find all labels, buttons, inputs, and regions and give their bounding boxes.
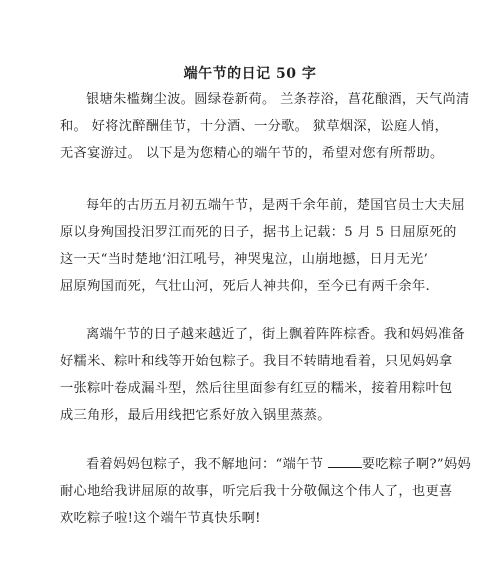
- paragraph-line: 原以身殉国投汨罗江而死的日子，据书上记载：5 月 5 日屈原死的: [60, 225, 457, 240]
- paragraph-1: [60, 86, 470, 167]
- paragraph-line: 一张粽叶卷成漏斗型，然后往里面参有红豆的糯米，接着用粽叶包: [60, 381, 453, 396]
- paragraph-line: 好糯米、粽叶和线等开始包粽子。我目不转睛地看着，只见妈妈拿: [60, 354, 453, 369]
- paragraph-3: [60, 321, 466, 429]
- paragraph-line: 这一天“当时楚地‘汨江吼号，神哭鬼泣，山崩地撼，日月无光’: [60, 252, 429, 267]
- paragraph-line: 成三角形，最后用线把它系好放入锅里蒸蒸。: [60, 408, 331, 423]
- line-text-before-blank: 看着妈妈包粽子，我不解地问：“端午节: [86, 457, 328, 472]
- paragraph-line: 耐心地给我讲屈原的故事，听完后我十分敬佩这个伟人了，也更喜: [60, 484, 453, 499]
- paragraph-line: [60, 451, 472, 478]
- paragraph-line: 和。 好将沈醉酬佳节，十分酒、一分歌。 狱草烟深，讼庭人悄，: [60, 119, 449, 134]
- paragraph-line: 屈原殉国而死，气壮山河，死后人神共仰，至今已有两千余年.: [60, 279, 431, 294]
- line-text-after-blank: 要吃粽子啊?”妈妈: [361, 457, 472, 472]
- paragraph-2: [60, 192, 466, 300]
- paragraph-line: 银塘朱槛麹尘波。圆绿卷新荷。 兰条荐浴，菖花酿酒，天气尚清: [86, 92, 470, 107]
- paragraph-line: 每年的古历五月初五端午节，是两千余年前，楚国官员士大夫屈: [86, 198, 466, 213]
- paragraph-line: 无吝宴游过。 以下是为您精心的端午节的，希望对您有所帮助。: [60, 146, 444, 161]
- document-title: 端午节的日记 50 字: [183, 66, 317, 82]
- fill-in-blank: [328, 455, 362, 468]
- paragraph-4: [60, 451, 472, 532]
- paragraph-line: 离端午节的日子越来越近了，街上飘着阵阵棕香。我和妈妈准备: [86, 327, 466, 342]
- paragraph-line: 欢吃粽子啦!这个端午节真快乐啊!: [60, 511, 261, 526]
